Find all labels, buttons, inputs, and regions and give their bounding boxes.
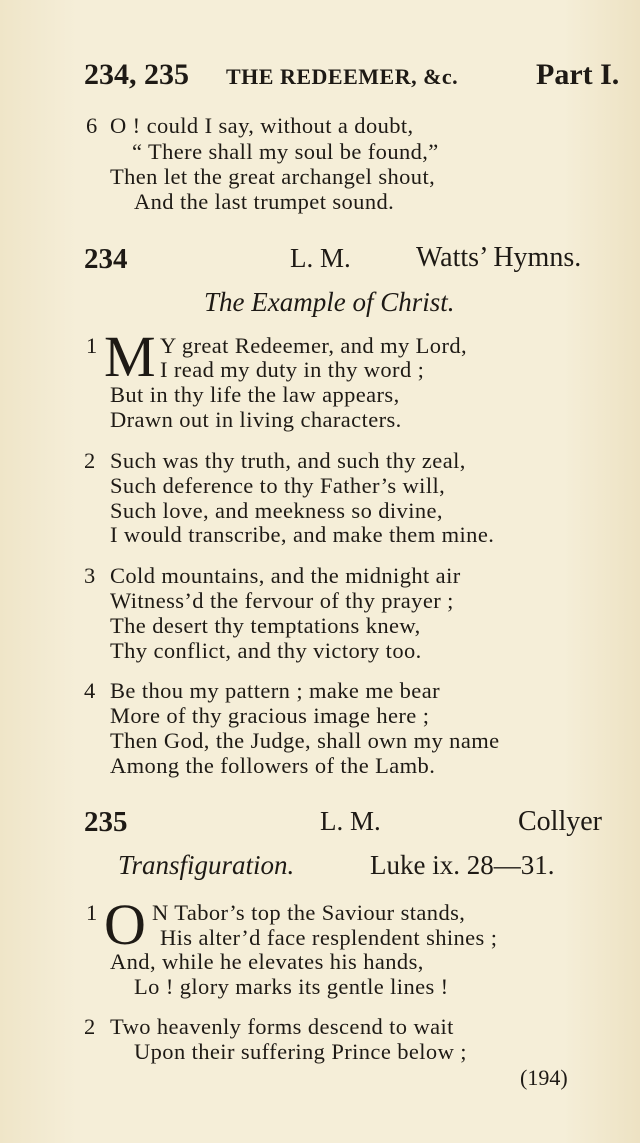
verse-line: I read my duty in thy word ; (160, 357, 425, 382)
verse-line: Such love, and meekness so divine, (110, 498, 443, 523)
hymn-title: Transfiguration. (118, 850, 295, 880)
drop-capital: O (104, 892, 146, 957)
scripture-reference: Luke ix. 28—31. (370, 850, 555, 880)
verse-line: But in thy life the law appears, (110, 382, 400, 407)
stanza-number: 2 (84, 1014, 96, 1039)
stanza-number: 1 (86, 900, 98, 925)
verse-line: Thy conflict, and thy victory too. (110, 638, 422, 663)
verse-line: “ There shall my soul be found,” (132, 139, 439, 164)
verse-line: Then God, the Judge, shall own my name (110, 728, 500, 753)
stanza-number: 1 (86, 333, 98, 358)
verse-line: Two heavenly forms descend to wait (110, 1014, 454, 1039)
verse-line: N Tabor’s top the Saviour stands, (152, 900, 466, 925)
header-hymn-numbers: 234, 235 (84, 58, 189, 91)
verse-line: And the last trumpet sound. (134, 189, 395, 214)
hymn-source: Watts’ Hymns. (416, 242, 582, 273)
header-section-title: THE REDEEMER, &c. (226, 64, 459, 89)
verse-line: His alter’d face resplendent shines ; (160, 925, 498, 950)
hymn-number: 234 (84, 243, 128, 275)
stanza-number: 6 (86, 113, 98, 138)
verse-line: Cold mountains, and the midnight air (110, 563, 461, 588)
header-part: Part I. (536, 58, 620, 91)
verse-line: O ! could I say, without a doubt, (110, 113, 414, 138)
hymn-meter: L. M. (320, 806, 381, 836)
verse-line: The desert thy temptations knew, (110, 613, 421, 638)
verse-line: I would transcribe, and make them mine. (110, 522, 495, 547)
verse-line: Such deference to thy Father’s will, (110, 473, 446, 498)
stanza-number: 2 (84, 448, 96, 473)
drop-capital: M (104, 324, 156, 389)
verse-line: Drawn out in living characters. (110, 407, 402, 432)
verse-line: Be thou my pattern ; make me bear (110, 678, 440, 703)
verse-line: Upon their suffering Prince below ; (134, 1039, 467, 1064)
stanza-number: 3 (84, 563, 96, 588)
hymn-meter: L. M. (290, 243, 351, 273)
stanza-number: 4 (84, 678, 96, 703)
verse-line: Such was thy truth, and such thy zeal, (110, 448, 466, 473)
verse-line: Witness’d the fervour of thy prayer ; (110, 588, 454, 613)
hymn-title: The Example of Christ. (204, 287, 455, 317)
hymn-source: Collyer (518, 806, 602, 837)
verse-line: Y great Redeemer, and my Lord, (160, 333, 468, 358)
verse-line: Then let the great archangel shout, (110, 164, 436, 189)
hymn-number: 235 (84, 806, 128, 838)
verse-line: Among the followers of the Lamb. (110, 753, 436, 778)
verse-line: Lo ! glory marks its gentle lines ! (134, 974, 449, 999)
verse-line: And, while he elevates his hands, (110, 949, 424, 974)
page-number: (194) (520, 1065, 568, 1090)
verse-line: More of thy gracious image here ; (110, 703, 430, 728)
